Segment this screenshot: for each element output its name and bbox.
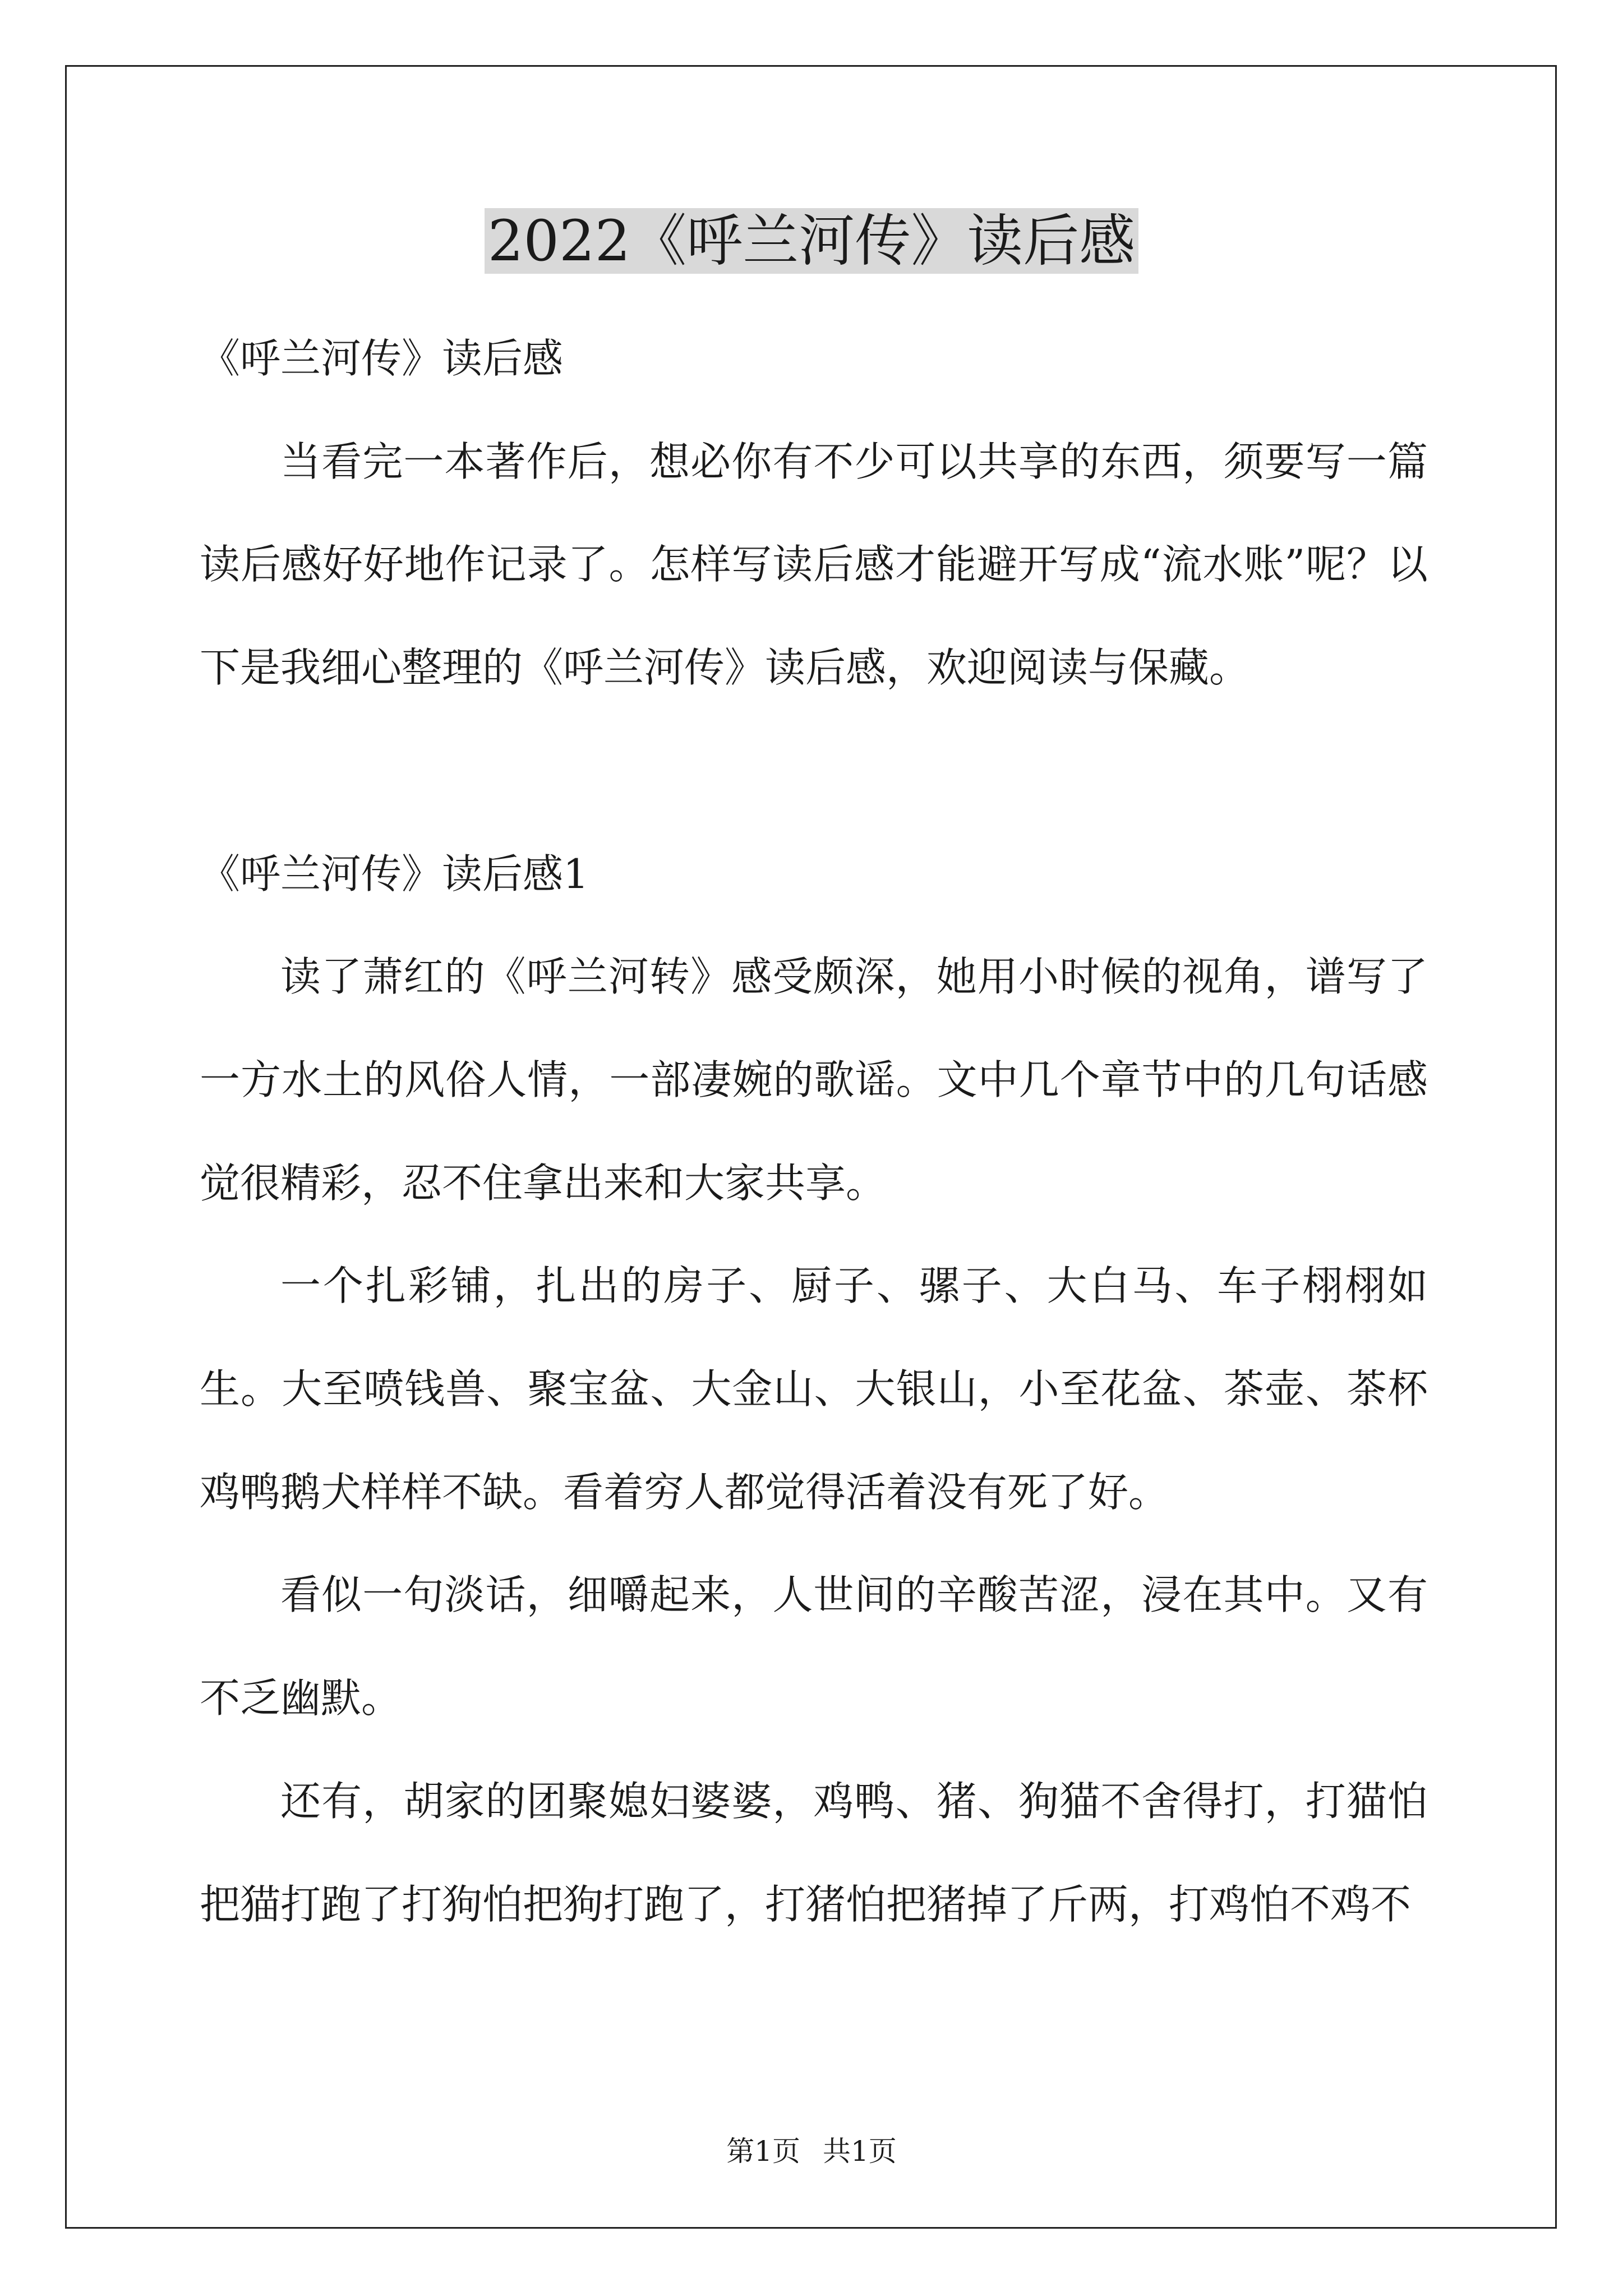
body-paragraph: 看似一句淡话，细嚼起来，人世间的辛酸苦涩，浸在其中。又有不乏幽默。 (200, 1571, 1428, 1722)
section-heading: 《呼兰河传》读后感1 (200, 850, 589, 898)
section-heading: 《呼兰河传》读后感 (200, 335, 564, 382)
page-number: 第1页 (726, 2135, 800, 2168)
body-paragraph: 一个扎彩铺，扎出的房子、厨子、骡子、大白马、车子栩栩如生。大至喷钱兽、聚宝盆、大金山、大银山，小至花盆、茶壶、茶杯鸡鸭鹅犬样样不缺。看着穷人都觉得活着没有死了好。 (200, 1262, 1428, 1516)
body-paragraph: 读了萧红的《呼兰河转》感受颇深，她用小时候的视角，谱写了一方水土的风俗人情，一部凄婉的歌谣。文中几个章节中的几句话感觉很精彩，忍不住拿出来和大家共享。 (200, 953, 1428, 1207)
intro-paragraph: 当看完一本著作后，想必你有不少可以共享的东西，须要写一篇读后感好好地作记录了。怎样写读后感才能避开写成“流水账”呢？以下是我细心整理的《呼兰河传》读后感，欢迎阅读与保藏。 (200, 438, 1428, 692)
body-paragraph: 还有，胡家的团聚媳妇婆婆，鸡鸭、猪、狗猫不舍得打，打猫怕把猫打跑了打狗怕把狗打跑了，打猪怕把猪掉了斤两，打鸡怕不鸡不 (200, 1777, 1428, 1928)
document-title-text: 2022《呼兰河传》读后感 (485, 208, 1139, 274)
document-title (0, 202, 1623, 280)
blank-line (200, 720, 1428, 823)
page-footer (0, 2132, 1623, 2171)
page-total: 共1页 (823, 2135, 897, 2168)
document-body (200, 307, 1428, 1956)
